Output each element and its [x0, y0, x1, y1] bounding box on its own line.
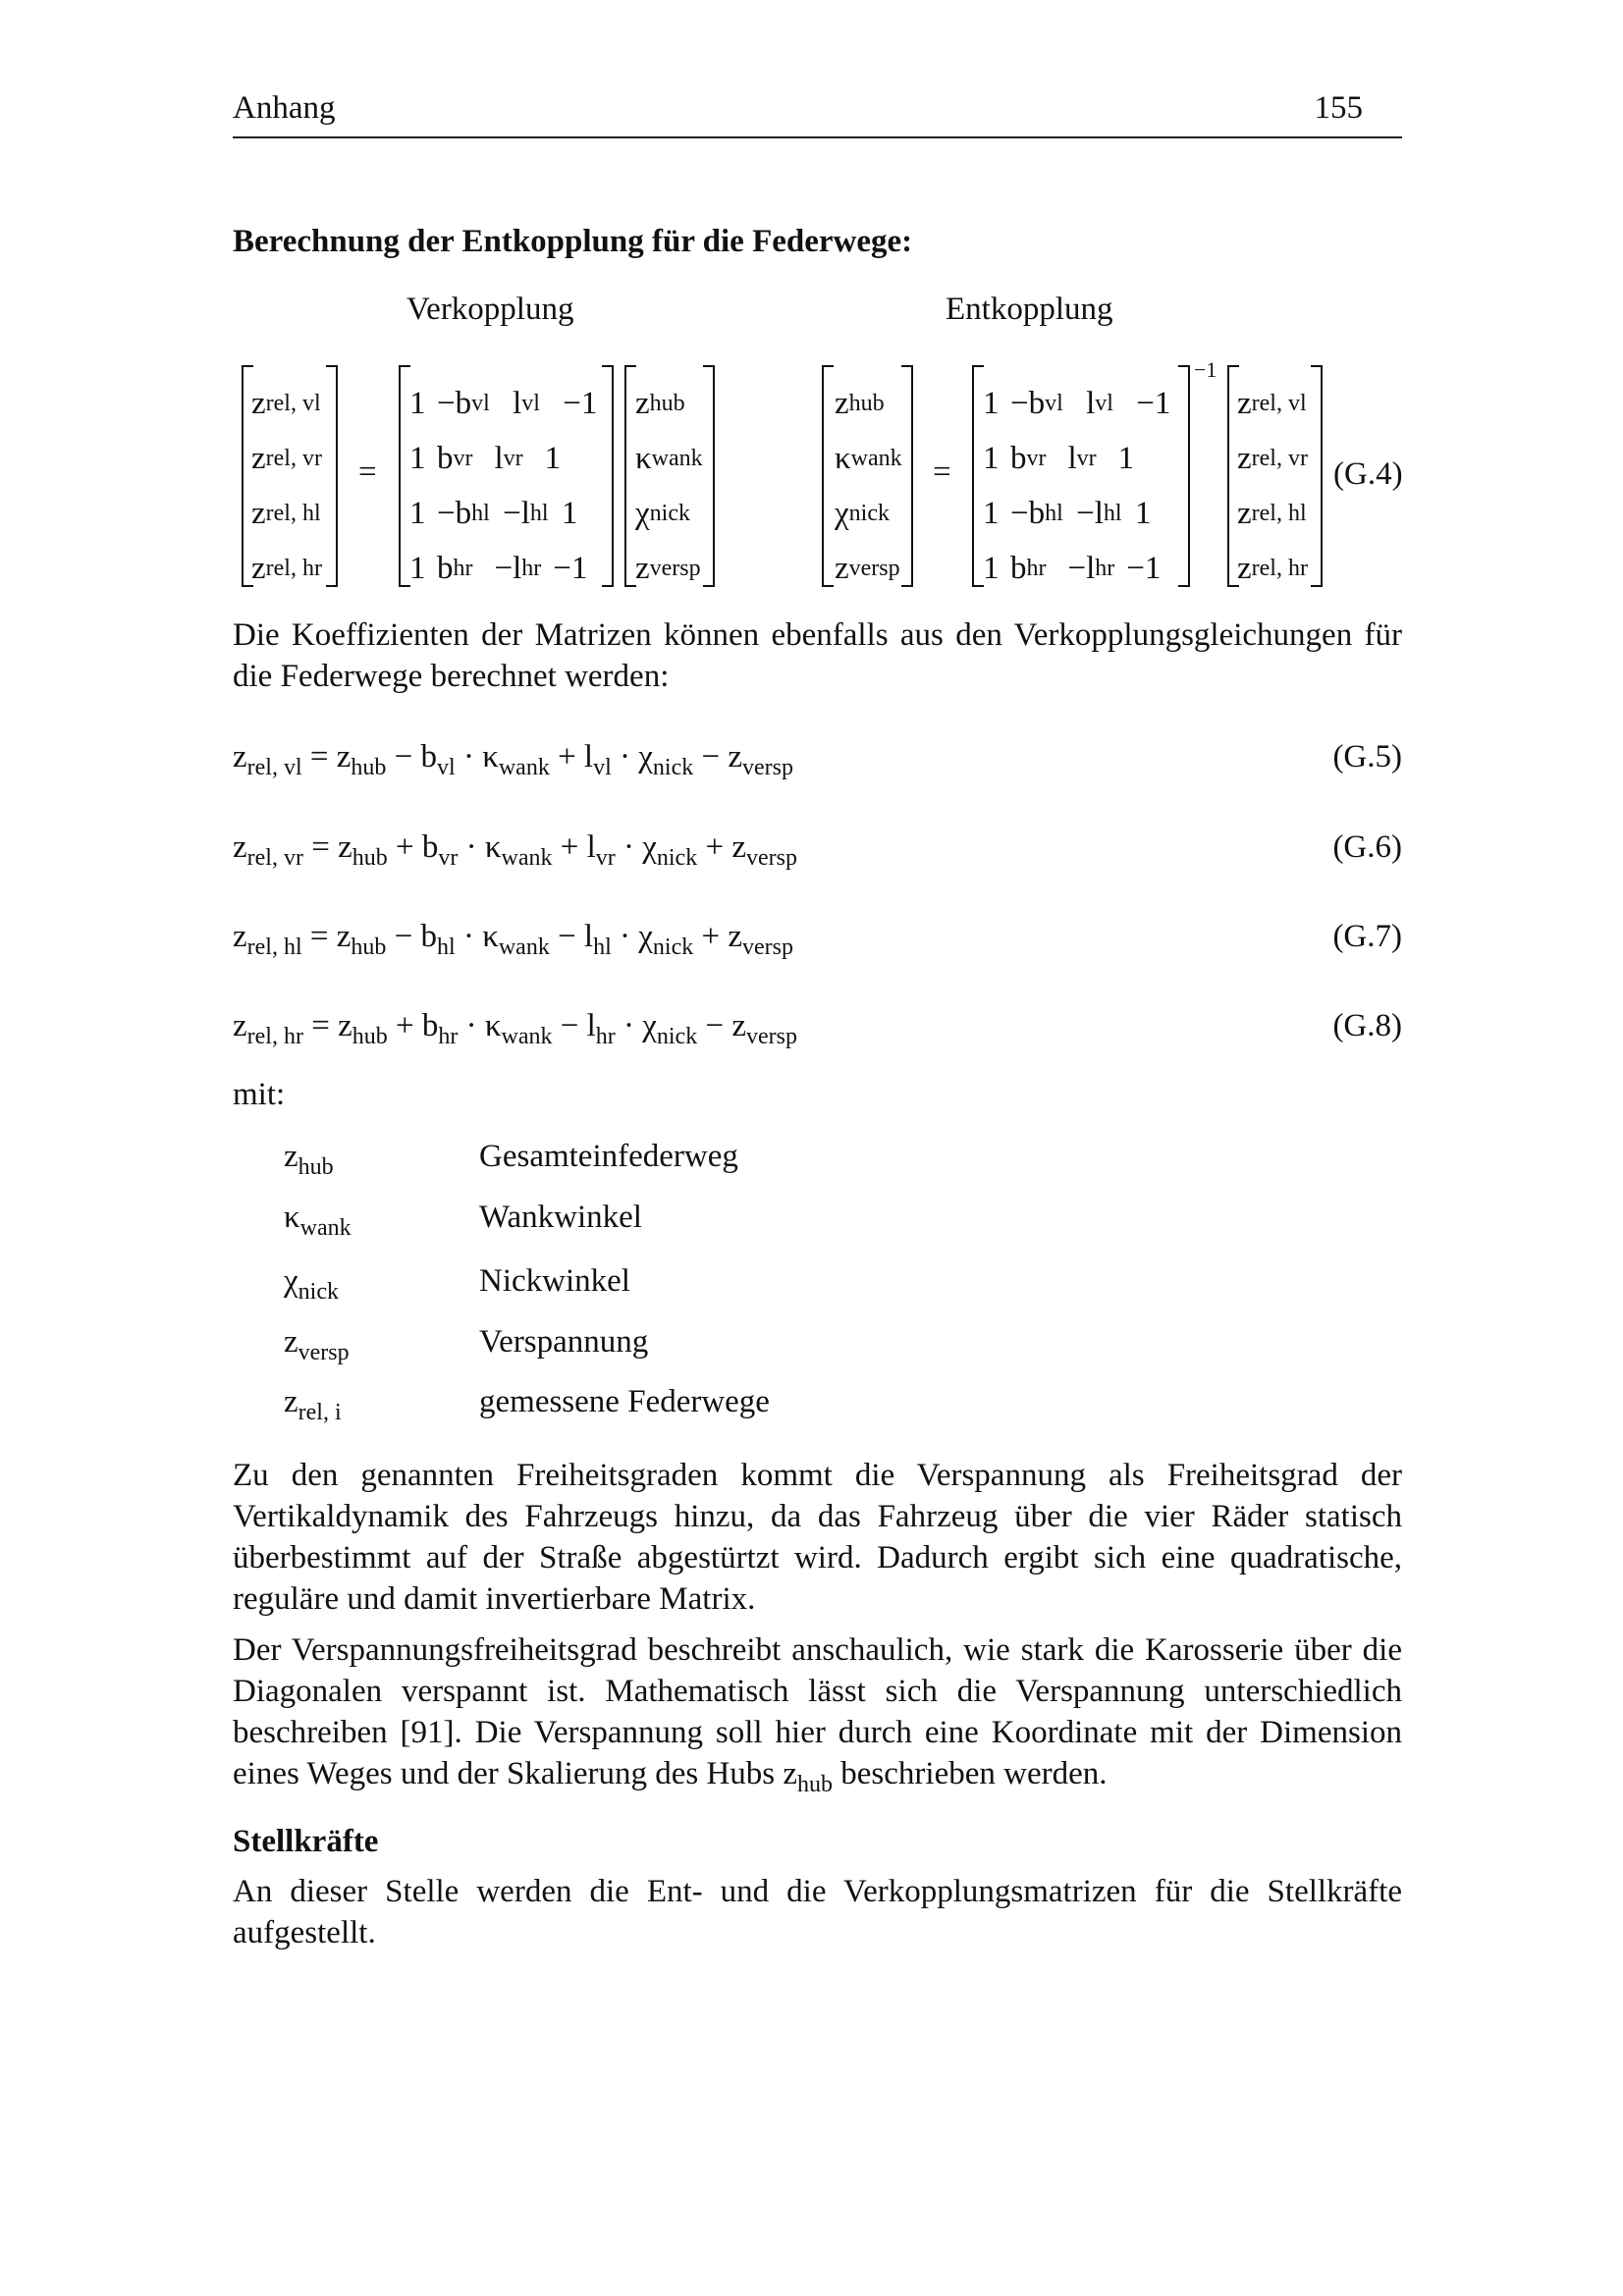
def-text: Verspannung: [479, 1324, 649, 1360]
equation-g6: $z_{rel, vr} = z_{hub} + b_{vr} \cdot \kappa_{wank} + l_{vr} \cdot \chi_{nick} + z_{versp}$: [233, 829, 797, 871]
equation-label-g6: (G.6): [1332, 829, 1402, 865]
paragraph-1: Zu den genannten Freiheitsgraden kommt die Verspannung als Freiheitsgrad der Vertikaldynamik des Fahrzeugs hinzu, da das Fahrzeug über die vier Räder statisch überbestimmt auf der Straße abgestürtzt wird. Dadurch ergibt sich eine quadratische, reguläre und damit invertierbare Matrix.: [233, 1458, 1402, 1617]
def-symbol: $z_{rel, i}$: [284, 1384, 342, 1425]
equation-label-g4: (G.4): [1333, 456, 1403, 492]
def-text: Nickwinkel: [479, 1263, 630, 1299]
equals-sign-1: =: [358, 454, 377, 490]
def-symbol: $\kappa_{wank}$: [284, 1200, 352, 1241]
coupling-matrix-inverse: 1 −b vl l vl −1 1 b vr l vr 1 1 −b hl −l hl 1 1 b hr −l hr −1: [983, 385, 1171, 586]
paragraph-2: Der Verspannungsfreiheitsgrad beschreibt anschaulich, wie stark die Karosserie über die Diagonalen verspannt ist. Mathematisch lässt sich die Verspannung unterschiedlich beschreiben [91]. Die Verspannung soll hier durch eine Koordinate mit der Dimension eines Weges und der Skalierung des Hubs $z_{hub}$ beschrieben werden.: [233, 1632, 1402, 1797]
coupling-matrix: 1 −b vl l vl −1 1 b vr l vr 1 1 −b hl −l hl 1 1 b hr −l hr −1: [409, 385, 598, 586]
def-text: gemessene Federwege: [479, 1384, 770, 1419]
intro-paragraph: Die Koeffizienten der Matrizen können ebenfalls aus den Verkopplungsgleichungen für die Federwege berechnet werden:: [233, 617, 1402, 694]
equation-g5: $z_{rel, vl} = z_{hub} - b_{vl} \cdot \kappa_{wank} + l_{vl} \cdot \chi_{nick} - z_{versp}$: [233, 739, 793, 780]
def-symbol: $z_{versp}$: [284, 1324, 350, 1365]
state-vector-right: z hub κ wank χ nick z versp: [835, 385, 902, 586]
equation-g8: $z_{rel, hr} = z_{hub} + b_{hr} \cdot \kappa_{wank} - l_{hr} \cdot \chi_{nick} - z_{versp}$: [233, 1008, 797, 1049]
vector-z-rel-left: z rel, vl z rel, vr z rel, hl z rel, hr: [251, 385, 322, 586]
state-vector: z hub κ wank χ nick z versp: [635, 385, 703, 586]
def-symbol: $z_{hub}$: [284, 1139, 334, 1180]
heading-verkopplung: Verkopplung: [406, 292, 574, 327]
equals-sign-2: =: [933, 454, 951, 490]
vector-z-rel-right: z rel, vl z rel, vr z rel, hl z rel, hr: [1237, 385, 1308, 586]
equation-label-g7: (G.7): [1332, 919, 1402, 954]
def-symbol: $\chi_{nick}$: [284, 1263, 339, 1305]
header-rule: [233, 136, 1402, 138]
equation-label-g5: (G.5): [1332, 739, 1402, 774]
heading-entkopplung: Entkopplung: [946, 292, 1113, 327]
mit-label: mit:: [233, 1077, 286, 1112]
running-header: Anhang: [233, 90, 336, 126]
equation-g7: $z_{rel, hl} = z_{hub} - b_{hl} \cdot \kappa_{wank} - l_{hl} \cdot \chi_{nick} + z_{versp}$: [233, 919, 793, 960]
subheading-stellkraefte: Stellkräfte: [233, 1824, 379, 1859]
def-text: Gesamteinfederweg: [479, 1139, 738, 1174]
inverse-exponent: −1: [1194, 357, 1217, 382]
paragraph-3: An dieser Stelle werden die Ent- und die Verkopplungsmatrizen für die Stellkräfte aufgestellt.: [233, 1874, 1402, 1950]
section-title: Berechnung der Entkopplung für die Federwege:: [233, 224, 913, 259]
page-number: 155: [1314, 90, 1363, 126]
equation-label-g8: (G.8): [1332, 1008, 1402, 1043]
def-text: Wankwinkel: [479, 1200, 642, 1235]
